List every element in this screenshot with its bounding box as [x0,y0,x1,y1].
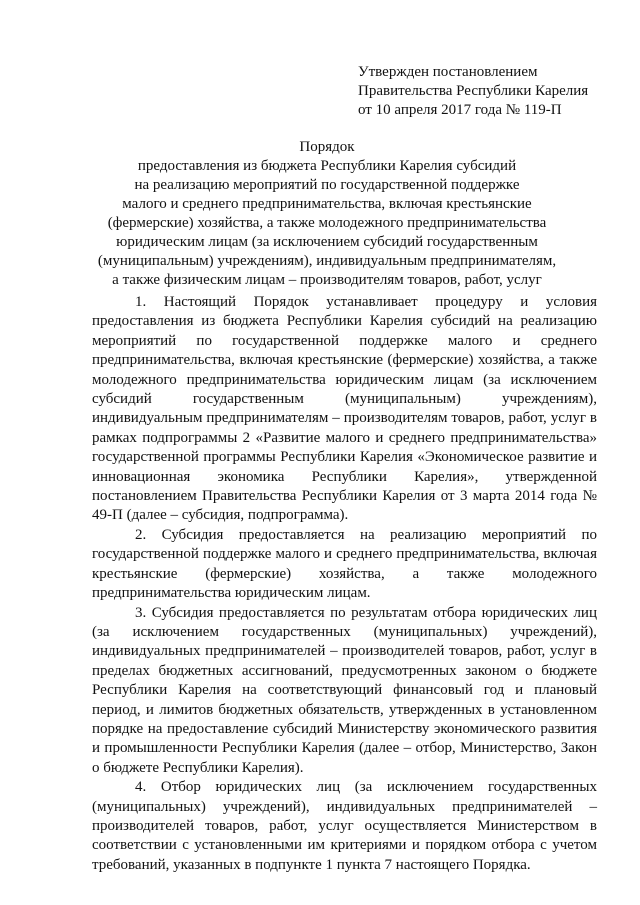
document-body [92,293,597,875]
approval-line-3: от 10 апреля 2017 года № 119-П [358,102,562,118]
title-line: на реализацию мероприятий по государственной поддержке [134,177,520,193]
title-line: юридическим лицам (за исключением субсидий государственным [116,234,538,250]
document-title [80,138,574,290]
title-line: (фермерские) хозяйства, а также молодежного предпринимательства [107,215,547,231]
title-line: (муниципальным) учреждениям), индивидуальным предпринимателям, [97,253,557,269]
approval-stamp [358,63,618,120]
paragraph-2: 2. Субсидия предоставляется на реализацию мероприятий по государственной поддержке малого и среднего предпринимательства, включая крестьянские (фермерские) хозяйства, а также молодежного предпринимательства юридическим лицам. [92,526,597,602]
title-heading: Порядок [299,139,355,155]
paragraph-4: 4. Отбор юридических лиц (за исключением государственных (муниципальных) учреждений), индивидуальных предпринимателей – производителей товаров, работ, услуг осуществляется Министерством в соответствии с установленными им критериями и порядком отбора с учетом требований, указанных в подпункте 1 пункта 7 настоящего Порядка. [92,779,597,873]
title-line: малого и среднего предпринимательства, включая крестьянские [122,196,532,212]
approval-line-2: Правительства Республики Карелия [358,83,589,99]
title-line: а также физическим лицам – производителям товаров, работ, услуг [112,272,542,288]
approval-line-1: Утвержден постановлением [358,64,538,80]
title-line: предоставления из бюджета Республики Карелия субсидий [137,158,517,174]
paragraph-1: 1. Настоящий Порядок устанавливает процедуру и условия предоставления из бюджета Республики Карелия субсидий на реализацию мероприятий по государственной поддержке малого и среднего предпринимательства, включая крестьянские (фермерские) хозяйства, а также молодежного предпринимательства юридическим лицам (за исключением субсидий государственным (муниципальным) учреждениям), индивидуальным предпринимателям – производителям товаров, работ, услуг в рамках подпрограммы 2 «Развитие малого и среднего предпринимательства» государственной программы Республики Карелия «Экономическое развитие и инновационная экономика Республики Карелия», утвержденной постановлением Правительства Республики Карелия от 3 марта 2014 года № 49-П (далее – субсидия, подпрограмма). [92,294,597,524]
paragraph-3: 3. Субсидия предоставляется по результатам отбора юридических лиц (за исключением государственных (муниципальных) учреждений), индивидуальных предпринимателей – производителей товаров, работ, услуг в пределах бюджетных ассигнований, предусмотренных законом о бюджете Республики Карелия на соответствующий финансовый год и плановый период, и лимитов бюджетных обязательств, утвержденных в установленном порядке на предоставление субсидий Министерству экономического развития и промышленности Республики Карелия (далее – отбор, Министерство, Закон о бюджете Республики Карелия). [92,604,597,776]
